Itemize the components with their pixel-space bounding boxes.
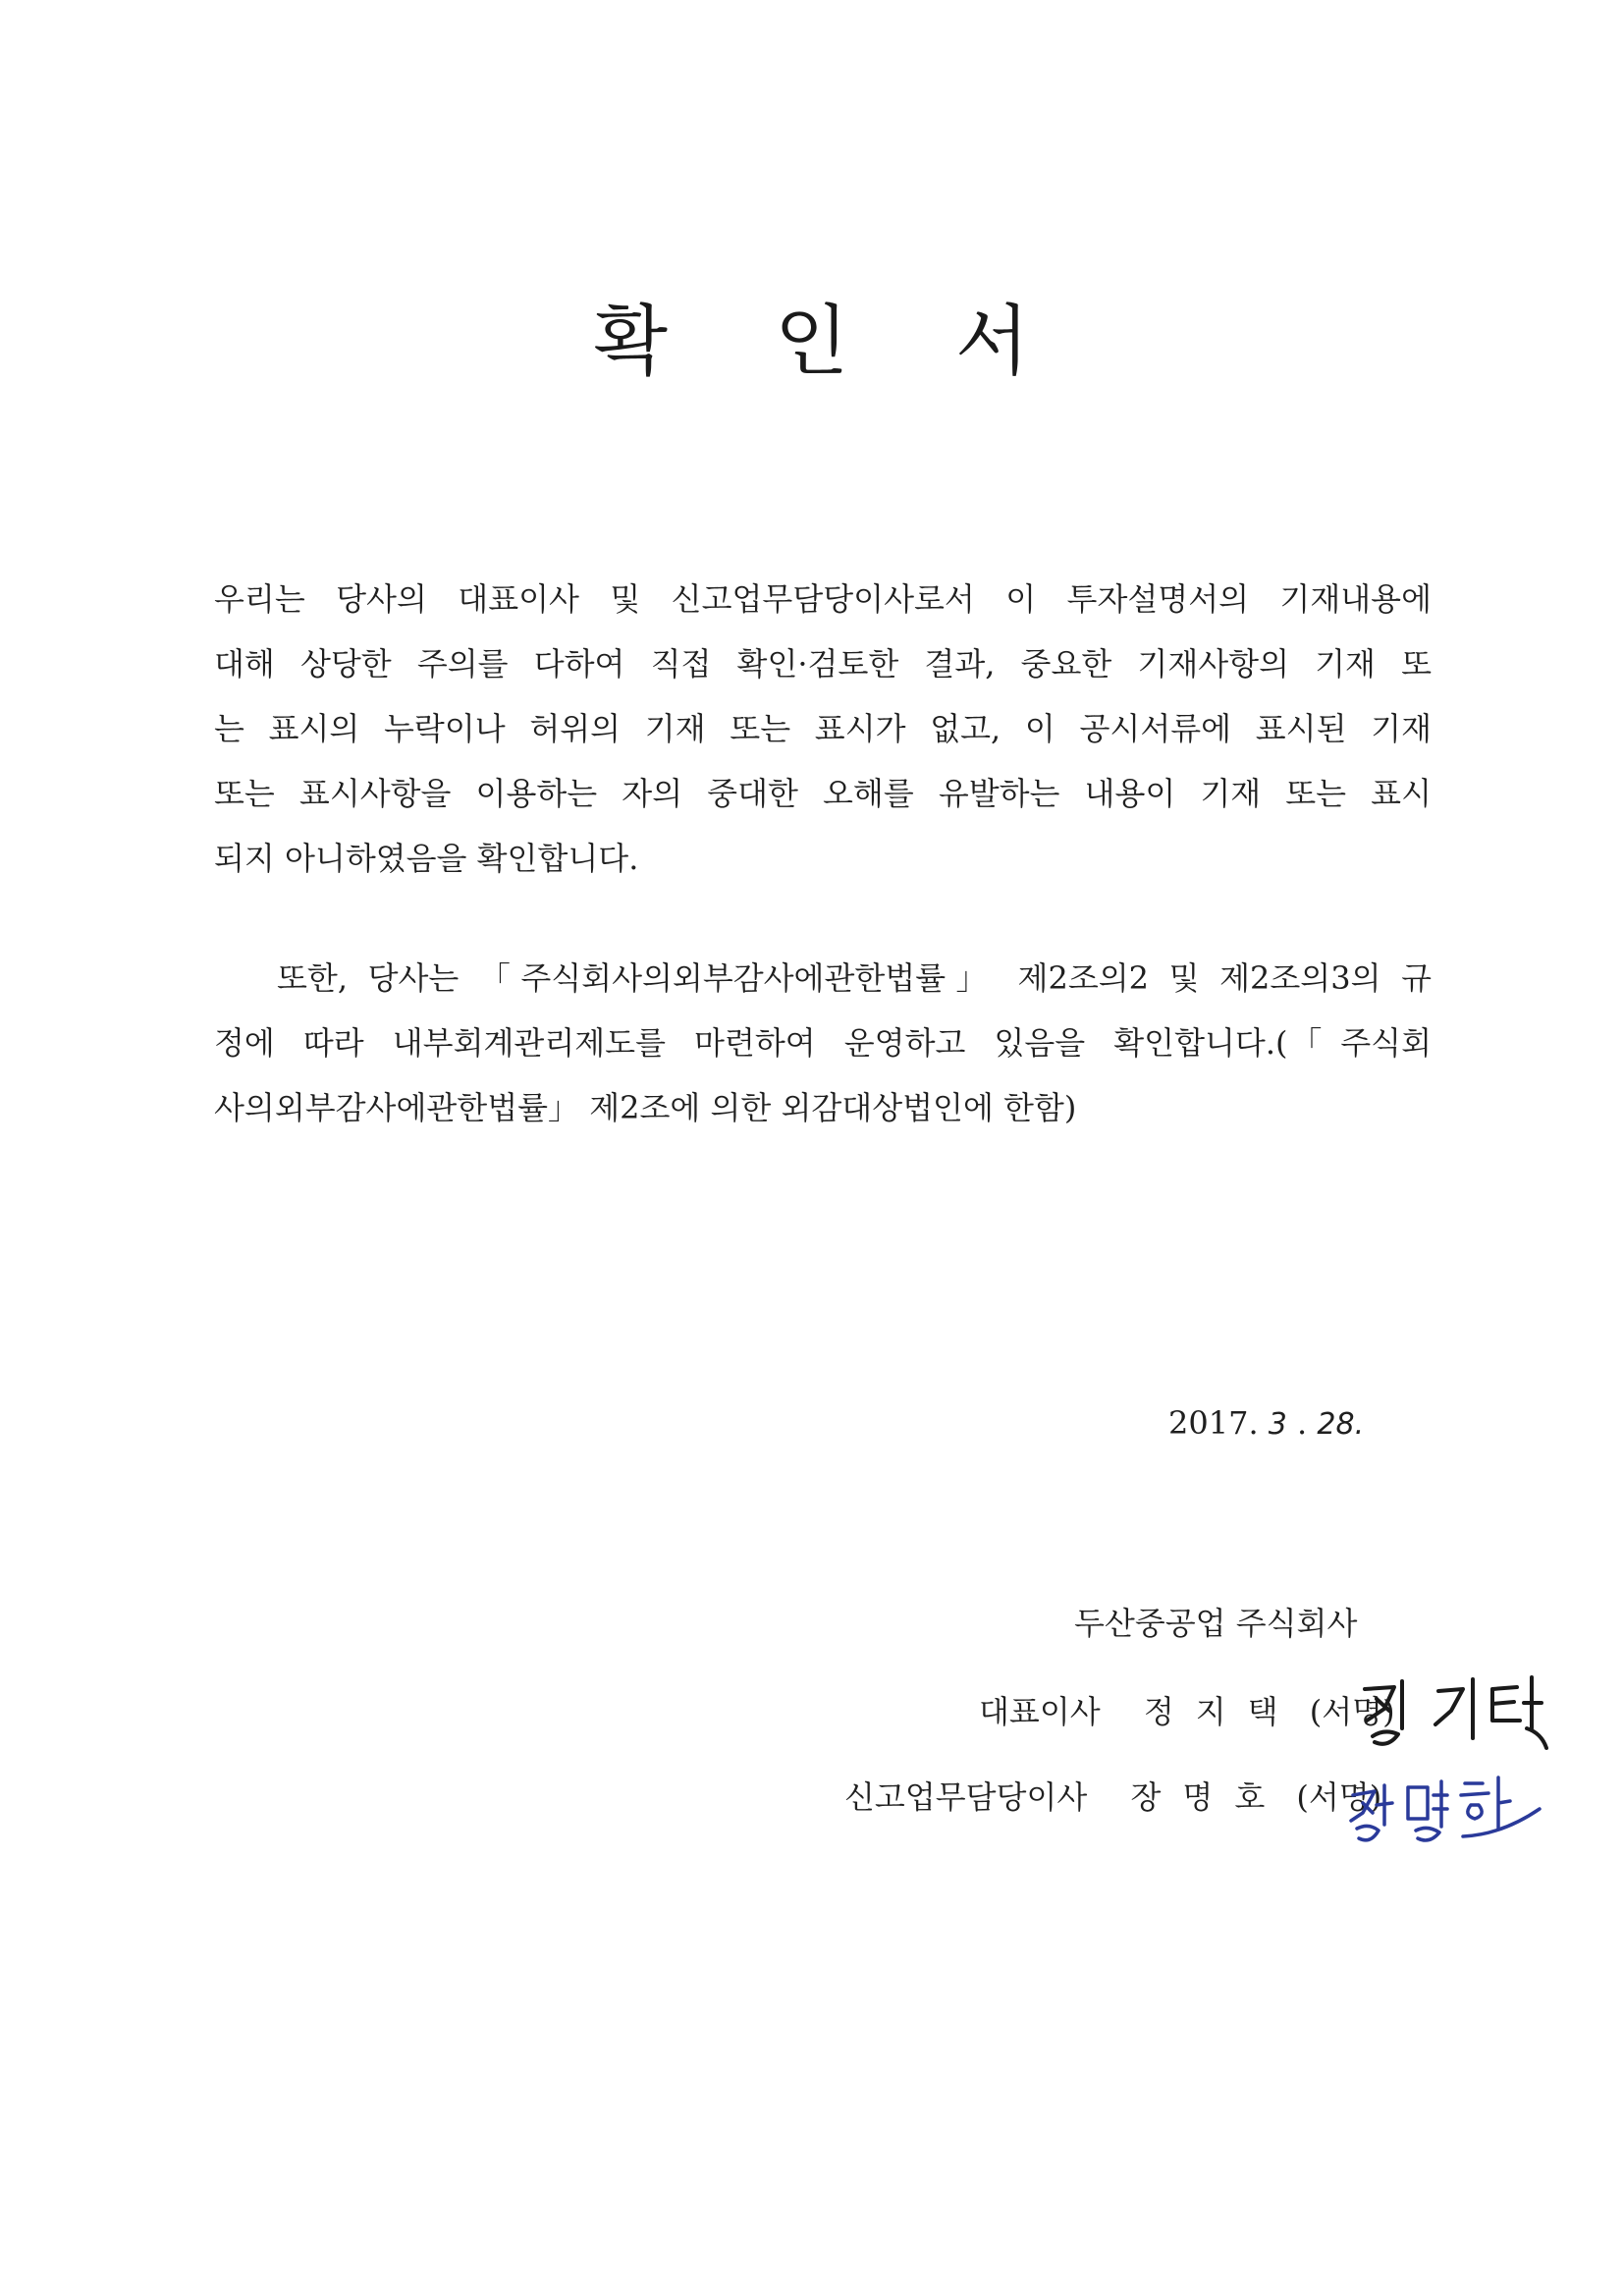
document-title: 확 인 서 [593, 298, 1071, 386]
sign-label: (서명) [1309, 1693, 1395, 1730]
handwritten-signature-disclosure-officer [1345, 1758, 1542, 1856]
signer-disclosure-officer [844, 1773, 1381, 1818]
document-date: 2017. 3 . 28. [1168, 1404, 1365, 1442]
paragraph-line: 대해 상당한 주의를 다하여 직접 확인·검토한 결과, 중요한 기재사항의 기재 또 [214, 645, 1432, 683]
date-month: 3 [1268, 1407, 1287, 1442]
paragraph-line: 또는 표시사항을 이용하는 자의 중대한 오해를 유발하는 내용이 기재 또는 표시 [214, 775, 1432, 812]
signer-name: 정 지 택 [1143, 1693, 1278, 1730]
paragraph-line: 정에 따라 내부회계관리제도를 마련하여 운영하고 있음을 확인합니다.(「주식회 [214, 1024, 1432, 1062]
signer-role: 신고업무담당이사 [844, 1778, 1088, 1816]
signer-ceo [979, 1687, 1395, 1732]
company-name: 두산중공업 주식회사 [1074, 1605, 1358, 1642]
date-year: 2017. [1168, 1404, 1259, 1442]
date-day: 28. [1317, 1407, 1365, 1442]
paragraph-confirmation [214, 567, 1432, 891]
signer-name: 장 명 호 [1130, 1778, 1266, 1816]
paragraph-line: 우리는 당사의 대표이사 및 신고업무담당이사로서 이 투자설명서의 기재내용에 [214, 580, 1432, 618]
signer-role: 대표이사 [979, 1693, 1101, 1730]
paragraph-line: 되지 아니하였음을 확인합니다. [214, 840, 639, 877]
paragraph-line: 사의외부감사에관한법률」 제2조에 의한 외감대상법인에 한함) [214, 1089, 1077, 1126]
handwritten-signature-ceo [1355, 1660, 1551, 1758]
paragraph-internal-control [214, 946, 1432, 1140]
paragraph-line: 는 표시의 누락이나 허위의 기재 또는 표시가 없고, 이 공시서류에 표시된 기재 [214, 710, 1432, 747]
sign-label: (서명) [1296, 1778, 1382, 1816]
paragraph-line: 또한, 당사는 「주식회사의외부감사에관한법률」 제2조의2 및 제2조의3의 규 [277, 959, 1432, 997]
